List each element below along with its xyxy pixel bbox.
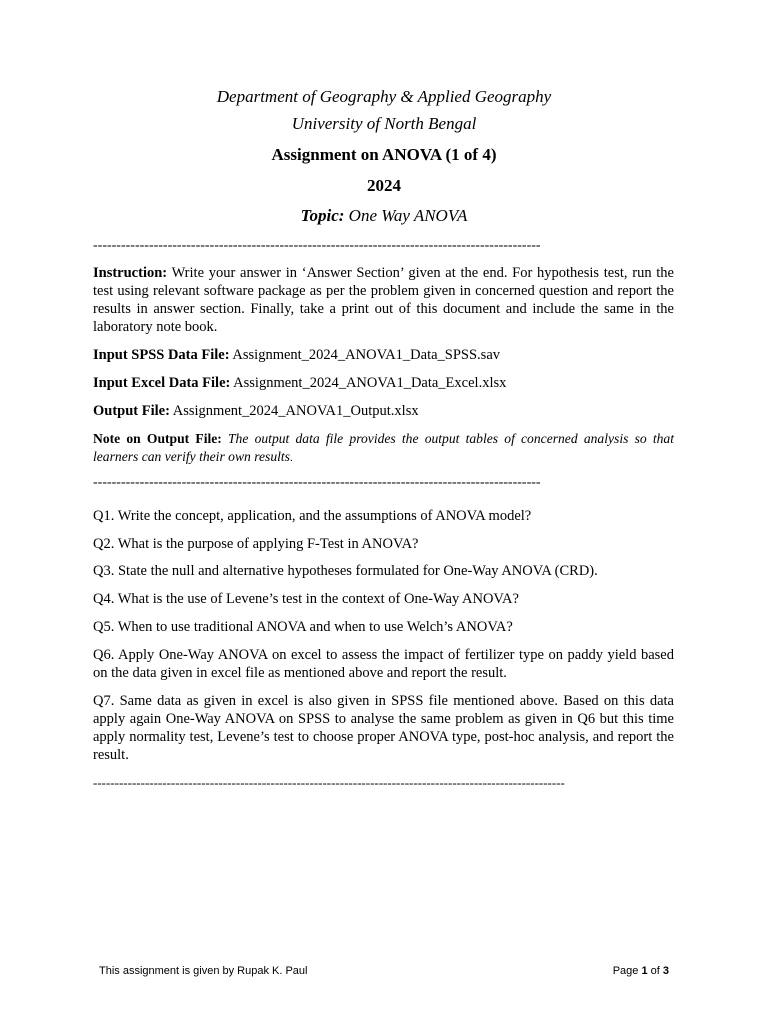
question-7: Q7. Same data as given in excel is also given in SPSS file mentioned above. Based on this data apply again One-Way ANOVA on SPSS to analyse the same problem as given in Q6 but this time apply normality test, Levene’s test to choose proper ANOVA type, post-hoc analysis, and report the result. — [93, 693, 674, 763]
excel-file-line — [93, 374, 674, 392]
output-note — [93, 430, 674, 467]
question-1: Q1. Write the concept, application, and the assumptions of ANOVA model? — [93, 508, 532, 524]
topic-label: Topic: — [300, 206, 345, 225]
spss-file-name: Assignment_2024_ANOVA1_Data_SPSS.sav — [232, 347, 501, 363]
excel-file-name: Assignment_2024_ANOVA1_Data_Excel.xlsx — [233, 375, 507, 391]
page-word: Page — [612, 965, 642, 977]
page-of-word: of — [647, 965, 663, 977]
question-2: Q2. What is the purpose of applying F-Test in ANOVA? — [93, 536, 419, 552]
university-name: University of North Bengal — [291, 114, 477, 133]
output-file-label: Output File: — [93, 403, 170, 419]
instruction-text: Write your answer in ‘Answer Section’ given at the end. For hypothesis test, run the test using relevant software package as per the problem given in concerned question and report the results in answer section. Finally, take a print out of this document and include the same in the laboratory note book. — [93, 265, 674, 335]
separator-top: ------------------------------------------------------------------------------------------------ — [93, 238, 541, 253]
topic-value: One Way ANOVA — [348, 206, 468, 225]
instruction-label: Instruction: — [93, 265, 168, 281]
output-note-end: . — [289, 452, 293, 464]
output-file-name: Assignment_2024_ANOVA1_Output.xlsx — [172, 403, 419, 419]
page-total: 3 — [662, 965, 669, 977]
excel-file-label: Input Excel Data File: — [93, 375, 231, 391]
page-number — [613, 965, 669, 977]
spss-file-line — [93, 346, 674, 364]
separator-bottom: ------------------------------------------------------------------------------------------------------------- — [93, 775, 565, 790]
output-note-text: The output data file provides the output tables of concerned analysis so that learners can verify their own results — [93, 431, 674, 464]
output-note-label: Note on Output File: — [93, 431, 222, 446]
department-name: Department of Geography & Applied Geography — [216, 87, 552, 106]
question-3: Q3. State the null and alternative hypotheses formulated for One-Way ANOVA (CRD). — [93, 563, 598, 579]
output-file-line — [93, 402, 674, 420]
footer-author-note: This assignment is given by Rupak K. Paul — [99, 965, 308, 977]
assignment-year: 2024 — [367, 176, 401, 195]
instruction-paragraph — [93, 264, 674, 336]
spss-file-label: Input SPSS Data File: — [93, 347, 230, 363]
question-5: Q5. When to use traditional ANOVA and when to use Welch’s ANOVA? — [93, 619, 513, 635]
topic-line — [0, 206, 768, 226]
question-6: Q6. Apply One-Way ANOVA on excel to assess the impact of fertilizer type on paddy yield based on the data given in excel file as mentioned above and report the result. — [93, 647, 674, 681]
page-current: 1 — [641, 965, 648, 977]
separator-middle: ------------------------------------------------------------------------------------------------ — [93, 475, 541, 490]
question-4: Q4. What is the use of Levene’s test in the context of One-Way ANOVA? — [93, 591, 519, 607]
assignment-title: Assignment on ANOVA (1 of 4) — [271, 145, 497, 164]
